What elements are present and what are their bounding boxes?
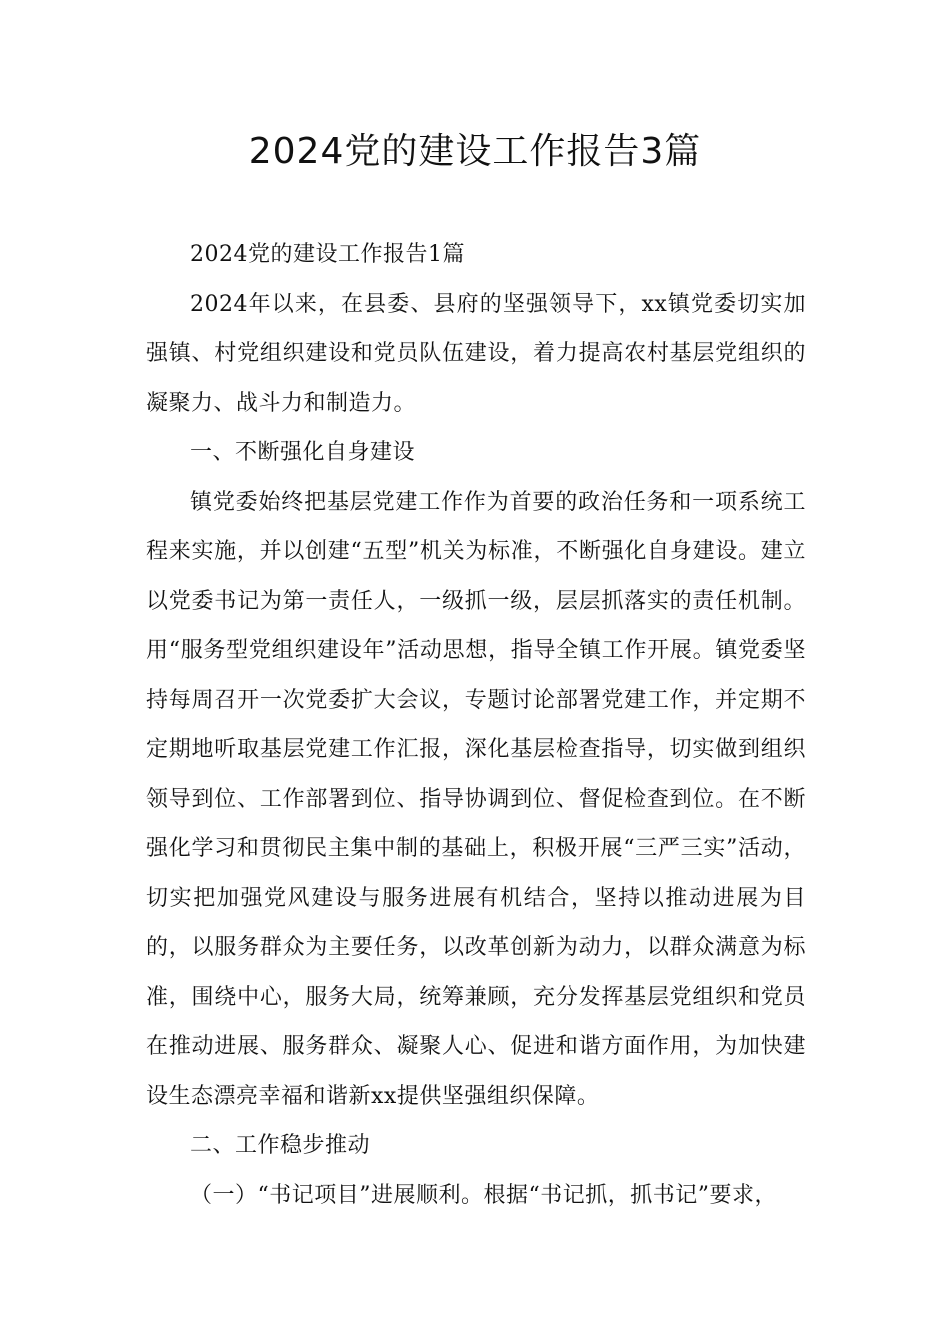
- intro-paragraph: 2024年以来，在县委、县府的坚强领导下，xx镇党委切实加强镇、村党组织建设和党员队伍建设，着力提高农村基层党组织的凝聚力、战斗力和制造力。: [146, 291, 806, 416]
- section-heading-1: 一、不断强化自身建设: [190, 440, 416, 465]
- document-body: [146, 230, 806, 1220]
- section-heading-report-1: 2024党的建设工作报告1篇: [190, 242, 465, 267]
- document-title: 2024党的建设工作报告3篇: [248, 131, 702, 172]
- body-paragraph-1: 镇党委始终把基层党建工作作为首要的政治任务和一项系统工程来实施，并以创建“五型”机关为标准，不断强化自身建设。建立以党委书记为第一责任人，一级抓一级，层层抓落实的责任机制。用“服务型党组织建设年”活动思想，指导全镇工作开展。镇党委坚持每周召开一次党委扩大会议，专题讨论部署党建工作，并定期不定期地听取基层党建工作汇报，深化基层检查指导，切实做到组织领导到位、工作部署到位、指导协调到位、督促检查到位。在不断强化学习和贯彻民主集中制的基础上，积极开展“三严三实”活动，切实把加强党风建设与服务进展有机结合，坚持以推动进展为目的，以服务群众为主要任务，以改革创新为动力，以群众满意为标准，围绕中心，服务大局，统筹兼顾，充分发挥基层党组织和党员在推动进展、服务群众、凝聚人心、促进和谐方面作用，为加快建设生态漂亮幸福和谐新xx提供坚强组织保障。: [146, 489, 806, 1109]
- body-paragraph-2: （一）“书记项目”进展顺利。根据“书记抓，抓书记”要求，: [190, 1182, 777, 1208]
- section-heading-2: 二、工作稳步推动: [190, 1133, 371, 1158]
